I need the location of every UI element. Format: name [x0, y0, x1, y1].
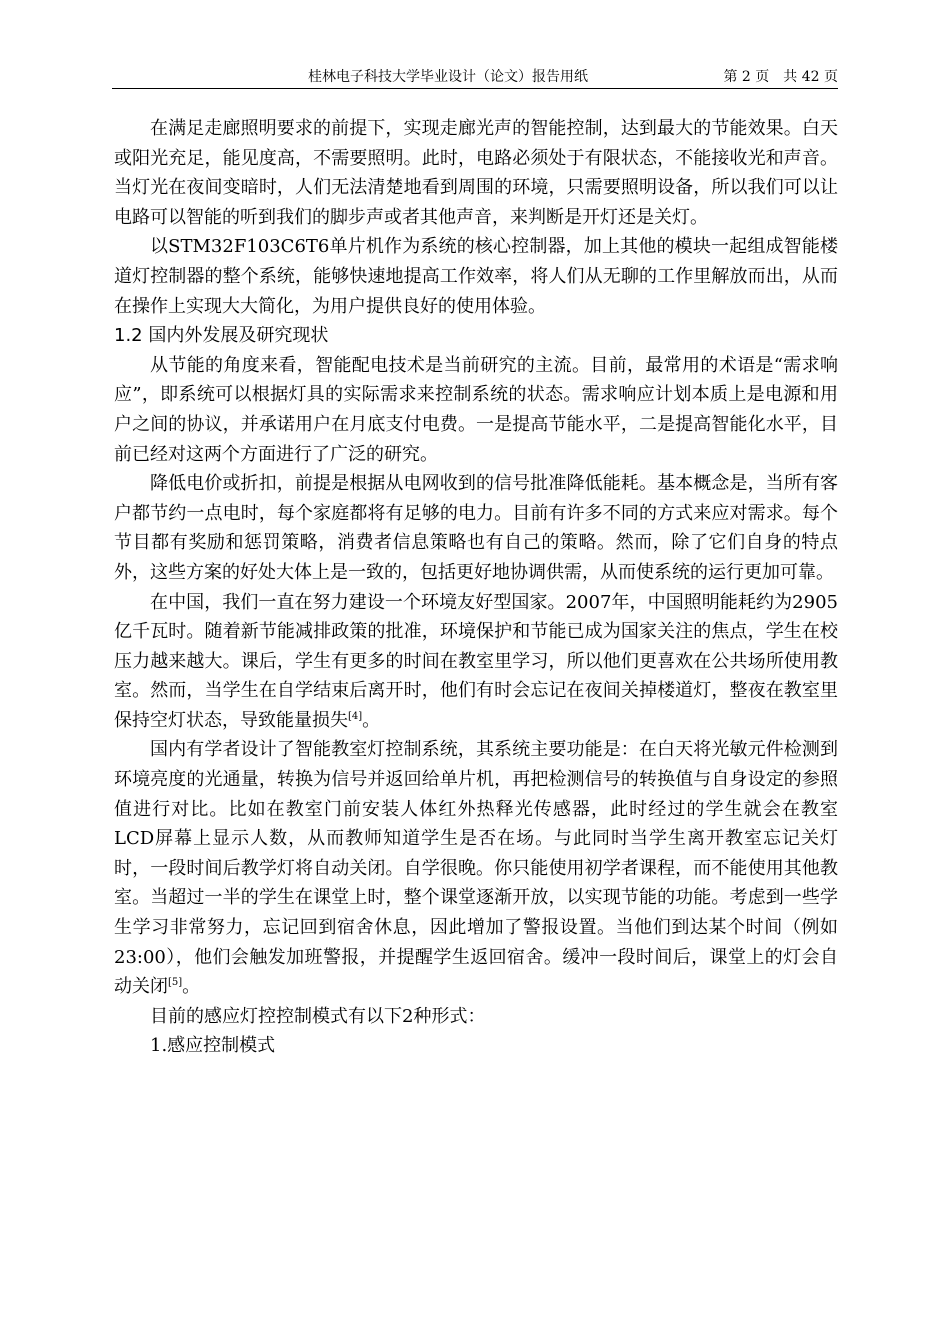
document-body — [114, 114, 838, 1061]
paragraph-7: 目前的感应灯控控制模式有以下2种形式： — [150, 1005, 486, 1027]
paragraph-6-text: 国内有学者设计了智能教室灯控制系统，其系统主要功能是：在白天将光敏元件检测到环境亮度的光通量，转换为信号并返回给单片机，再把检测信号的转换值与自身设定的参照值进行对比。比如在教室门前安装人体红外热释光传感器，此时经过的学生就会在教室LCD屏幕上显示人数，从而教师知道学生是否在场。与此同时当学生离开教室忘记关灯时，一段时间后教学灯将自动关闭。自学很晚。你只能使用初学者课程，而不能使用其他教室。当超过一半的学生在课堂上时，整个课堂逐渐开放，以实现节能的功能。考虑到一些学生学习非常努力，忘记回到宿舍休息，因此增加了警报设置。当他们到达某个时间（例如23:00），他们会触发加班警报，并提醒学生返回宿舍。缓冲一段时间后，课堂上的灯会自动关闭 — [114, 739, 838, 998]
paragraph-5-text: 在中国，我们一直在努力建设一个环境友好型国家。2007年，中国照明能耗约为2905亿千瓦时。随着新节能减排政策的批准，环境保护和节能已成为国家关注的焦点，学生在校压力越来越大。课后，学生有更多的时间在教室里学习，所以他们更喜欢在公共场所使用教室。然而，当学生在自学结束后离开时，他们有时会忘记在夜间关掉楼道灯，整夜在教室里保持空灯状态，导致能量损失 — [114, 591, 838, 731]
citation-4: [4] — [348, 710, 363, 722]
paragraph-6-end: 。 — [182, 976, 201, 998]
paragraph-8: 1.感应控制模式 — [150, 1035, 276, 1057]
paragraph-1: 在满足走廊照明要求的前提下，实现走廊光声的智能控制，达到最大的节能效果。白天或阳光充足，能见度高，不需要照明。此时，电路必须处于有限状态，不能接收光和声音。当灯光在夜间变暗时，人们无法清楚地看到周围的环境，只需要照明设备，所以我们可以让电路可以智能的听到我们的脚步声或者其他声音，来判断是开灯还是关灯。 — [114, 118, 838, 228]
citation-5: [5] — [168, 977, 183, 989]
paragraph-6 — [114, 735, 838, 1001]
paragraph-4: 降低电价或折扣，前提是根据从电网收到的信号批准降低能耗。基本概念是，当所有客户都节约一点电时，每个家庭都将有足够的电力。目前有许多不同的方式来应对需求。每个节目都有奖励和惩罚策略，消费者信息策略也有自己的策略。然而，除了它们自身的特点外，这些方案的好处大体上是一致的，包括更好地协调供需，从而使系统的运行更加可靠。 — [114, 473, 838, 583]
paragraph-5-end: 。 — [362, 709, 381, 731]
paragraph-5 — [114, 588, 838, 736]
page-header — [112, 66, 838, 89]
header-page-info: 第 2 页 共 42 页 — [723, 69, 838, 85]
header-title: 桂林电子科技大学毕业设计（论文）报告用纸 — [308, 69, 588, 85]
paragraph-2: 以STM32F103C6T6单片机作为系统的核心控制器，加上其他的模块一起组成智能楼道灯控制器的整个系统，能够快速地提高工作效率，将人们从无聊的工作里解放而出，从而在操作上实现大大简化，为用户提供良好的使用体验。 — [114, 236, 838, 317]
paragraph-3: 从节能的角度来看，智能配电技术是当前研究的主流。目前，最常用的术语是“需求响应”，即系统可以根据灯具的实际需求来控制系统的状态。需求响应计划本质上是电源和用户之间的协议，并承诺用户在月底支付电费。一是提高节能水平，二是提高智能化水平，目前已经对这两个方面进行了广泛的研究。 — [114, 354, 838, 465]
section-heading: 1.2 国内外发展及研究现状 — [114, 325, 329, 347]
